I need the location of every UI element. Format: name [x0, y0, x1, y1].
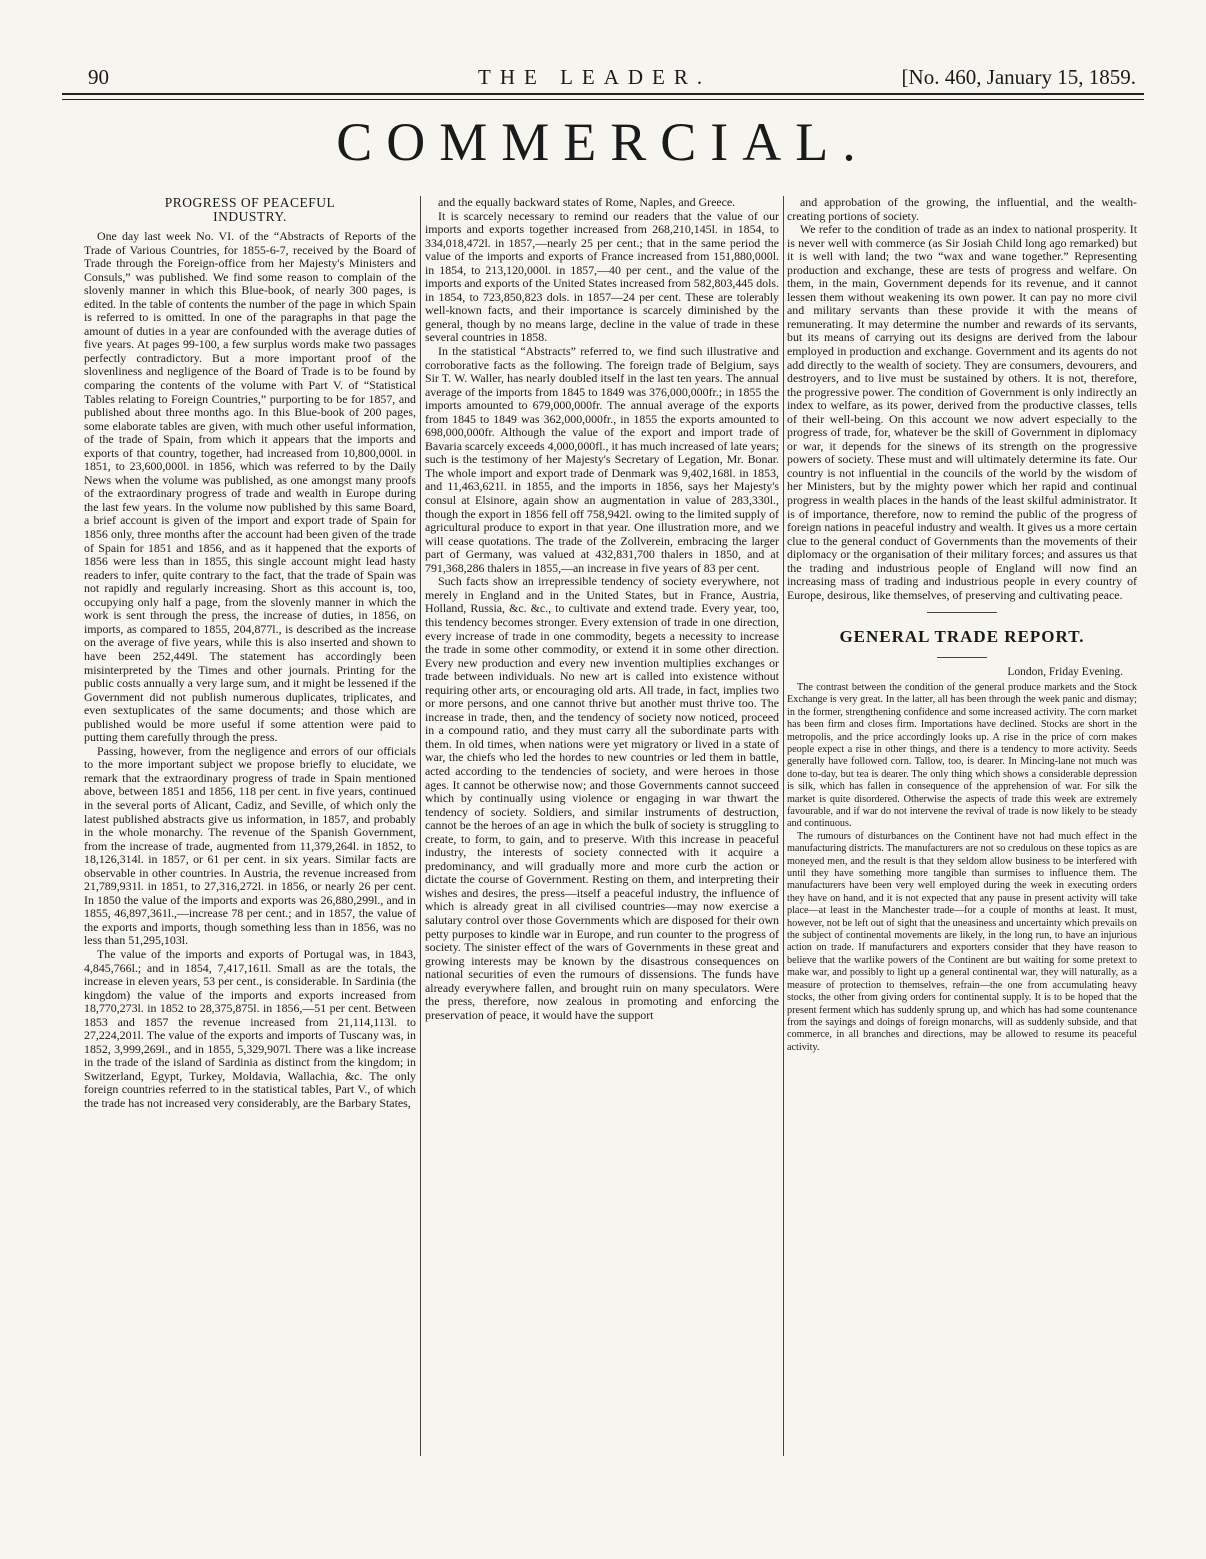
article-heading-line-2: INDUSTRY.: [213, 209, 287, 224]
paragraph: Passing, however, from the negligence and errors of our officials to the more important subject we propose briefly to elucidate, we remark that the extraordinary progress of trade in Spain mentioned above, between 1851 and 1856, 118 per cent. in five years, continued in the several ports of Alicant, Cadiz, and Seville, of which only the latest published abstracts give us information, in 1857, and probably in the whole monarchy. The revenue of the Spanish Government, from the increase of trade, augmented from 11,379,264l. in 1852, to 18,126,314l. in 1857, or 61 per cent. in six years. Similar facts are observable in other countries. In Austria, the revenue increased from 21,789,931l. in 1851, to 27,316,272l. in 1856, or nearly 26 per cent. In 1850 the value of the imports and exports was 26,880,299l., and in 1855, 46,897,361l.,—increase 78 per cent.; and in 1857, the value of the exports and imports, though something less than in 1856, was no less than 51,295,103l.: [84, 743, 416, 948]
masthead-rule: [62, 93, 1144, 100]
paragraph: It is scarcely necessary to remind our readers that the value of our imports and exports together increased from 268,210,145l. in 1854, to 334,018,472l. in 1857,—nearly 25 per cent.; that in the same period the value of the imports and exports of France increased from 151,880,000l. in 1854, to 213,120,000l. in 1857,—40 per cent., and the value of the imports and exports of the United States increased from 582,803,445 dols. in 1854, to 723,850,823 dols. in 1857—24 per cent. These are tolerably well-known facts, and their importance is scarcely diminished by the general, though by no means large, decline in the value of trade in these several countries in 1858.: [425, 208, 779, 345]
paragraph: The rumours of disturbances on the Continent have not had much effect in the manufacturing districts. The manufacturers are not so credulous on these topics as are moneyed men, and the result is that they seldom allow business to be interfered with until they have something more tangible than surmises to influence them. The manufacturers have been very well employed during the week in executing orders they have on hand, and it is not expected that any pause in present activity will take place—at least in the Manchester trade—for a couple of months at least. It must, however, not be left out of sight that the uneasiness and uncertainty which prevails on the subject of continental movements are likely, in the long run, to have an injurious action on trade. If manufacturers and exporters consider that they have reason to believe that the warlike powers of the Continent are but waiting for some pretext to make war, and possibly to light up a general continental war, they will naturally, as a measure of protection to themselves, refrain—the one from accumulating heavy stocks, the other from giving orders for continental supply. It is to be hoped that the present ferment which has suddenly sprung up, and which has had some countenance from the sayings and doings of foreign monarchs, will as suddenly subside, and that commerce, in all branches and directions, may be allowed to resume its peaceful activity.: [787, 830, 1137, 1053]
issue-line: [No. 460, January 15, 1859.: [901, 65, 1136, 89]
paragraph: and the equally backward states of Rome, Naples, and Greece.: [438, 196, 736, 209]
paragraph: The value of the imports and exports of Portugal was, in 1843, 4,845,766l.; and in 1854, 7,417,161l. Small as are the totals, the increase in eleven years, 53 per cent., is considerable. In Sardinia (the kingdom) the value of the imports and exports increased from 18,770,273l. in 1852 to 28,375,875l. in 1856,—51 per cent. Between 1853 and 1857 the revenue increased from 21,114,113l. to 27,224,201l. The value of the exports and imports of Tuscany was, in 1852, 3,999,269l., and in 1855, 5,329,907l. There was a like increase in the trade of the island of Sardinia as distinct from the kingdom; in Switzerland, Egypt, Turkey, Moldavia, Wallachia, &c. The only foreign countries referred to in the statistical tables, Part V., of which the trade has not increased very considerably, are the Barbary States,: [84, 946, 416, 1110]
column-3: [787, 196, 1137, 1466]
paragraph: In the statistical “Abstracts” referred to, we find such illustrative and corroborative facts as the following. The foreign trade of Belgium, says Sir T. W. Waller, has nearly doubled itself in the last ten years. The annual average of the imports from 1845 to 1849 was 376,000,000fr.; in 1855 the imports amounted to 679,000,000fr. The annual average of the exports from 1845 to 1849 was 362,000,000fr., in 1855 the exports amounted to 698,000,000fr. Although the value of the export and import trade of Bavaria scarcely exceeds 4,000,000fl., it has much increased of late years; such is the testimony of her Majesty's Secretary of Legation, Mr. Bonar. The whole import and export trade of Denmark was 9,402,168l. in 1853, and 11,463,621l. in 1855, and the imports in 1856, says her Majesty's consul at Elsinore, again show an augmentation in value of 283,330l., though the export in 1856 fell off 758,942l. owing to the limited supply of agricultural produce to export in that year. One illustration more, and we will cease quotations. The trade of the Zollverein, embracing the larger part of Germany, was valued at 432,831,700 thalers in 1850, and at 791,368,286 thalers in 1855,—an increase in five years of 83 per cent.: [425, 344, 779, 575]
section-title: COMMERCIAL.: [336, 112, 870, 172]
column-1: [84, 196, 416, 1466]
paragraph: The contrast between the condition of the general produce markets and the Stock Exchange is very great. In the latter, all has been through the week panic and dismay; in the former, strengthening confidence and some increased activity. The corn market has been firm and closes firm. Importations have declined. Stocks are short in the metropolis, and the price accordingly looks up. A rise in the price of corn makes people expect a rise in other things, and there is a tendency to more activity. Seeds generally have followed corn. Tallow, too, is dearer. In Mincing-lane not much was done to-day, but tea is dearer. The only thing which shows a considerable depression is silk, which has fallen in consequence of the apprehension of war. For silk the market is quite disordered. Otherwise the aspects of trade this week are extremely favourable, and if war do not intervene the revival of trade is now likely to be steady and continuous.: [787, 681, 1137, 830]
trade-report-body: [787, 682, 1137, 1054]
column-separator: [420, 196, 421, 1456]
paper-title: THE LEADER.: [478, 65, 712, 89]
article-divider: [927, 612, 997, 613]
masthead: [88, 64, 1136, 90]
paragraph: One day last week No. VI. of the “Abstracts of Reports of the Trade of Various Countries, for 1855-6-7, received by the Board of Trade through the Foreign-office from her Majesty's Ministers and Consuls,” was published. We find some reason to complain of the slovenly manner in which this Blue-book, of nearly 300 pages, is edited. In the table of contents the number of the page in which Spain is referred to is omitted. In one of the paragraphs in that page the amount of duties in a year are confounded with the average duties of five years. At pages 99-100, a few surplus words make two passages perfectly contradictory. But a more important proof of the slovenliness and negligence of the Board of Trade is to be found by comparing the contents of the volume with Part V. of “Statistical Tables relating to Foreign Countries,” purporting to be for 1857, and published about three months ago. In this Blue-book of 200 pages, some elaborate tables are given, with much other useful information, of the trade of Spain, from which it appears that the imports and exports of that country, together, had increased from 10,800,000l. in 1851, to 23,600,000l. in 1856, which was referred to by the Daily News when the volume was published, as one amongst many proofs of the extraordinary progress of trade and wealth in Europe during the last few years. In the volume now published by this same Board, a brief account is given of the import and export trade of Spain for 1856 only, three months after the account had been given of the trade of Spain for 1851 and 1856, and as it happened that the exports of 1856 were less than in 1855, this single account might lead hasty readers to infer, quite contrary to the fact, that the trade of Spain was not rapidly and regularly increasing. Short as this account is, too, occupying only half a page, from the slovenly manner in which the work is sent through the press, the increase of duties, in 1856, on imports, as compared to 1855, 204,877l., is described as the increase on the average of five years, while this is also inserted and shown to have been 252,449l. The statement has accordingly been misinterpreted by the Times and other journals. Printing for the public costs annually a very large sum, and it might be lessened if the Government did not publish numerous duplicates, triplicates, and even sextuplicates of the same documents; and those which are published would be more useful if some attention were paid to putting them carefully through the press.: [84, 229, 416, 745]
column-2: [425, 196, 779, 1466]
article-heading: [84, 196, 416, 224]
dateline: London, Friday Evening.: [1007, 666, 1123, 679]
paragraph: Such facts show an irrepressible tendency of society everywhere, not merely in England and in the United States, but in France, Austria, Holland, Russia, &c. &c., to cultivate and extend trade. Every year, too, this tendency becomes stronger. Every extension of trade in one direction, every increase of trade in one commodity, begets a necessity to increase the trade in some other commodity, or extend it in some other direction. Every new production and every new invention multiplies exchanges or trade between individuals. No new art is called into existence without requiring other arts, or encouraging old arts. All trade, in fact, implies two or more persons, and one cannot thrive but another must thrive too. The increase in trade, then, and the tendency of society now noticed, proceed in a compound ratio, and they must carry all the subordinate parts with them. In old times, when nations were yet migratory or lived in a state of war, the chiefs who led the hordes to new countries or led them in battle, acted according to the tendencies of society, and were heroes in those ages. It cannot be otherwise now; and those Governments cannot succeed which by continually using violence or engaging in war thwart the tendency of society. Soldiers, and similar instruments of destruction, cannot be the heroes of an age in which the bulk of society is struggling to create, to form, to gain, and to preserve. With this increase in peaceful industry, the interests of society connected with it acquire a predominancy, and will gradually more and more curb the action or dictate the course of Government. Resting on them, and interpreting their wishes and desires, the press—itself a peaceful industry, the influence of which is already great in all civilised countries—may now exercise a salutary control over those Governments which are disposed for their own petty purposes to kindle war in Europe, and run counter to the progress of society. The sinister effect of the wars of Governments in these great and growing interests may be known by the disastrous consequences on national securities of even the rumours of dissensions. The funds have already everywhere fallen, and brought ruin on many speculators. Were the press, therefore, now zealous in promoting and enforcing the preservation of peace, it would have the support: [425, 574, 779, 1022]
page-number: 90: [88, 65, 109, 89]
article-heading-line-1: PROGRESS OF PEACEFUL: [164, 196, 336, 210]
column-separator: [783, 196, 784, 1456]
paragraph: and approbation of the growing, the influential, and the wealth-creating portions of society.: [787, 196, 1137, 223]
heading-rule: [937, 657, 987, 658]
paragraph: We refer to the condition of trade as an index to national prosperity. It is never well with commerce (as Sir Josiah Child long ago remarked) but it is well with land; the two “wax and wane together.” Representing production and exchange, these are tests of progress and welfare. On them, in the main, Government depends for its revenue, and it cannot lessen them without weakening its own power. It can pay no more civil and military servants than these provide it with the means of remunerating. It may determine the number and rewards of its servants, but its means of carrying out its designs are derived from the labour employed in production and exchange. Government and its agents do not add directly to the wealth of society. They are consumers, devourers, and destroyers, and to live must be sustained by others. It is not, therefore, the progressive power. The condition of Government is only indirectly an index to welfare, as its power, derived from the productive classes, tells of their well-being. On this account we now advert especially to the progress of trade, for, whatever be the skill of Government in diplomacy or war, it depends for the sinews of its strength on the progressive powers of society. These must and will ultimately determine its fate. Our country is not influential in the councils of the world by the wisdom of her Ministers, but by the mighty power which her rapid and continual progress in wealth places in the hands of the least skilful administrator. It is of importance, therefore, now to remind the public of the progress of foreign nations in peaceful industry and wealth. It gives us a more certain clue to the general conduct of Governments than the movements of their diplomacy or the organisation of their military forces; and assures us that the trading and industrious people of England will now find an increasing mass of trading and industrious people in every country of Europe, desirous, like themselves, of preserving and cultivating peace.: [787, 222, 1137, 602]
trade-report-heading: GENERAL TRADE REPORT.: [839, 627, 1085, 647]
